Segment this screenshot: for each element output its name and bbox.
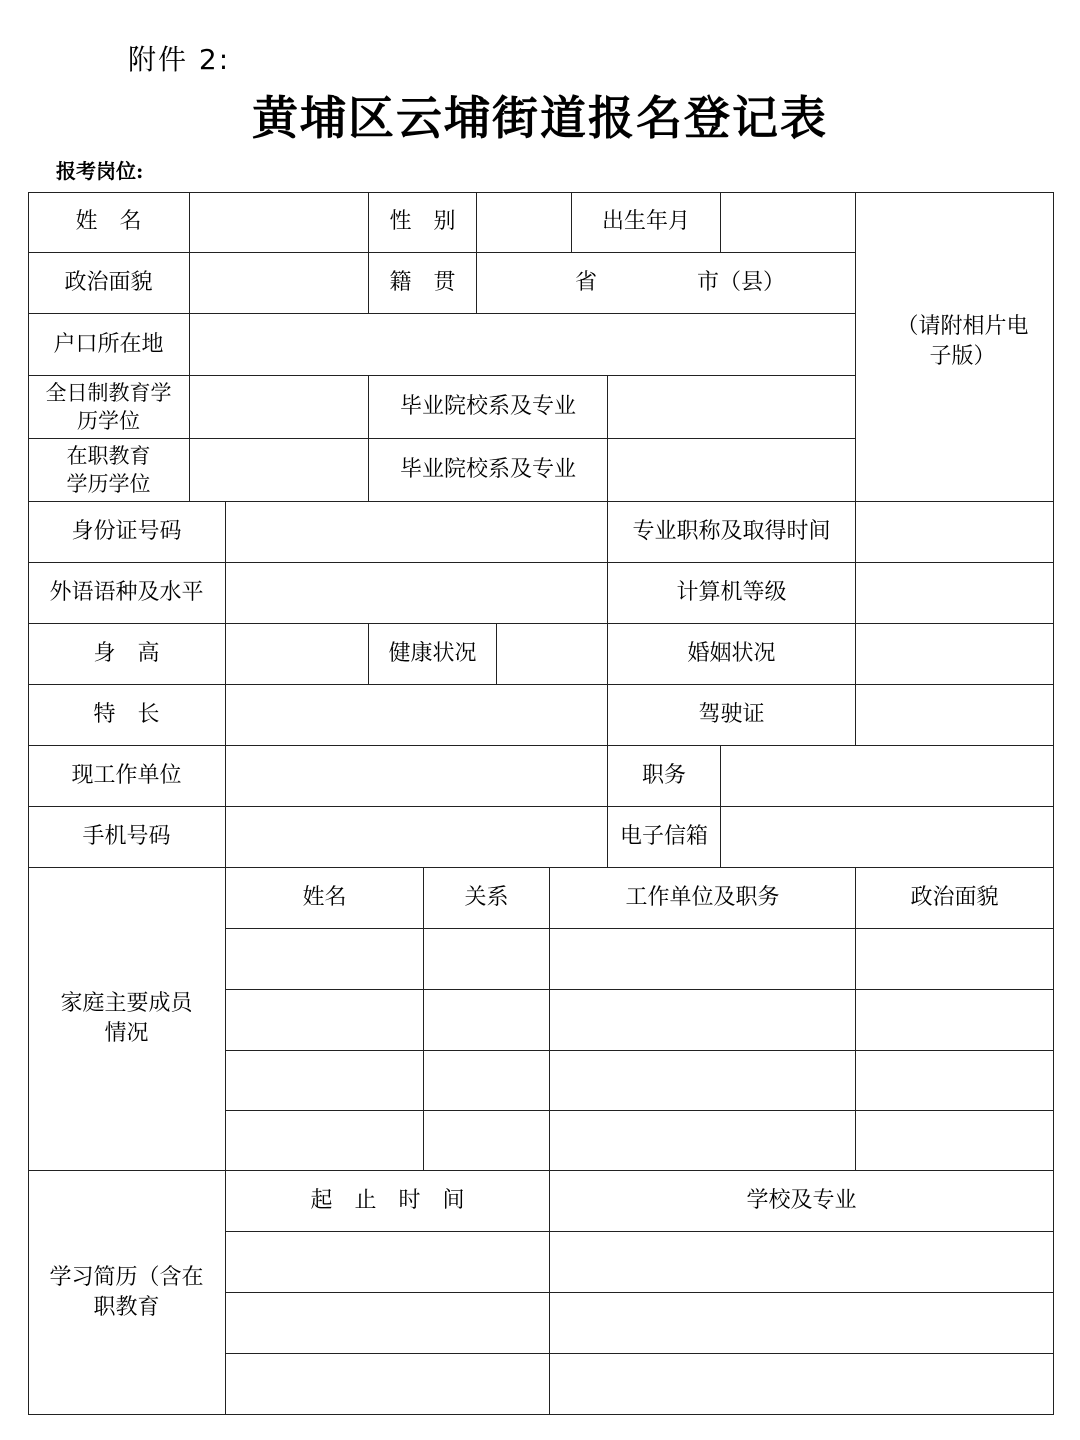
political-label: 政治面貌 xyxy=(28,253,190,314)
marital-field[interactable] xyxy=(856,624,1054,685)
height-field[interactable] xyxy=(226,624,369,685)
household-field[interactable] xyxy=(190,314,856,376)
family-row-1-work[interactable] xyxy=(550,929,856,990)
family-header-political: 政治面貌 xyxy=(856,868,1054,929)
position-field[interactable] xyxy=(721,746,1054,807)
family-row-4-political[interactable] xyxy=(856,1111,1054,1171)
study-header-period: 起 止 时 间 xyxy=(226,1171,550,1232)
study-row-2-period[interactable] xyxy=(226,1293,550,1354)
family-label: 家庭主要成员情况 xyxy=(28,868,226,1171)
post-label: 报考岗位: xyxy=(56,159,144,183)
computer-label: 计算机等级 xyxy=(608,563,856,624)
name-field[interactable] xyxy=(190,192,369,253)
attachment-label: 附件 2: xyxy=(128,43,231,76)
family-header-work: 工作单位及职务 xyxy=(550,868,856,929)
family-row-3-work[interactable] xyxy=(550,1051,856,1111)
language-label: 外语语种及水平 xyxy=(28,563,226,624)
name-label: 姓 名 xyxy=(28,192,190,253)
native-place-label: 籍 贯 xyxy=(369,253,477,314)
id-number-field[interactable] xyxy=(226,502,608,563)
family-row-4-work[interactable] xyxy=(550,1111,856,1171)
study-row-1-period[interactable] xyxy=(226,1232,550,1293)
email-label: 电子信箱 xyxy=(608,807,721,868)
household-label: 户口所在地 xyxy=(28,314,190,376)
gender-label: 性 别 xyxy=(369,192,477,253)
inservice-edu-field[interactable] xyxy=(190,439,369,502)
license-label: 驾驶证 xyxy=(608,685,856,746)
study-row-3-school[interactable] xyxy=(550,1354,1054,1415)
mobile-label: 手机号码 xyxy=(28,807,226,868)
grad-school-label-2: 毕业院校系及专业 xyxy=(369,439,608,502)
fulltime-edu-field[interactable] xyxy=(190,376,369,439)
health-label: 健康状况 xyxy=(369,624,497,685)
specialty-field[interactable] xyxy=(226,685,608,746)
gender-field[interactable] xyxy=(477,192,572,253)
study-label: 学习简历（含在职教育 xyxy=(28,1171,226,1415)
family-row-3-name[interactable] xyxy=(226,1051,424,1111)
grad-school-field-2[interactable] xyxy=(608,439,856,502)
inservice-edu-label: 在职教育学历学位 xyxy=(28,439,190,502)
family-row-1-name[interactable] xyxy=(226,929,424,990)
title-time-label: 专业职称及取得时间 xyxy=(608,502,856,563)
study-header-school: 学校及专业 xyxy=(550,1171,1054,1232)
family-row-1-political[interactable] xyxy=(856,929,1054,990)
language-field[interactable] xyxy=(226,563,608,624)
family-row-3-relation[interactable] xyxy=(424,1051,550,1111)
family-header-relation: 关系 xyxy=(424,868,550,929)
marital-label: 婚姻状况 xyxy=(608,624,856,685)
province-label: 省 xyxy=(575,270,598,296)
family-row-2-work[interactable] xyxy=(550,990,856,1051)
grad-school-label-1: 毕业院校系及专业 xyxy=(369,376,608,439)
study-row-3-period[interactable] xyxy=(226,1354,550,1415)
mobile-field[interactable] xyxy=(226,807,608,868)
study-row-1-school[interactable] xyxy=(550,1232,1054,1293)
health-field[interactable] xyxy=(497,624,608,685)
political-field[interactable] xyxy=(190,253,369,314)
current-work-label: 现工作单位 xyxy=(28,746,226,807)
form-title: 黄埔区云埔街道报名登记表 xyxy=(252,91,828,145)
current-work-field[interactable] xyxy=(226,746,608,807)
family-header-name: 姓名 xyxy=(226,868,424,929)
native-place-field[interactable] xyxy=(477,253,856,314)
specialty-label: 特 长 xyxy=(28,685,226,746)
photo-box[interactable] xyxy=(856,192,1054,502)
family-row-2-political[interactable] xyxy=(856,990,1054,1051)
family-row-2-name[interactable] xyxy=(226,990,424,1051)
license-field[interactable] xyxy=(856,685,1054,746)
city-label: 市（县） xyxy=(697,270,786,296)
birth-field[interactable] xyxy=(721,192,856,253)
family-row-2-relation[interactable] xyxy=(424,990,550,1051)
position-label: 职务 xyxy=(608,746,721,807)
email-field[interactable] xyxy=(721,807,1054,868)
birth-label: 出生年月 xyxy=(572,192,721,253)
computer-field[interactable] xyxy=(856,563,1054,624)
fulltime-edu-label: 全日制教育学历学位 xyxy=(28,376,190,439)
family-row-1-relation[interactable] xyxy=(424,929,550,990)
study-row-2-school[interactable] xyxy=(550,1293,1054,1354)
family-row-4-name[interactable] xyxy=(226,1111,424,1171)
photo-note: （请附相片电子版） xyxy=(896,314,1029,369)
title-time-field[interactable] xyxy=(856,502,1054,563)
grad-school-field-1[interactable] xyxy=(608,376,856,439)
id-number-label: 身份证号码 xyxy=(28,502,226,563)
family-row-3-political[interactable] xyxy=(856,1051,1054,1111)
height-label: 身 高 xyxy=(28,624,226,685)
family-row-4-relation[interactable] xyxy=(424,1111,550,1171)
